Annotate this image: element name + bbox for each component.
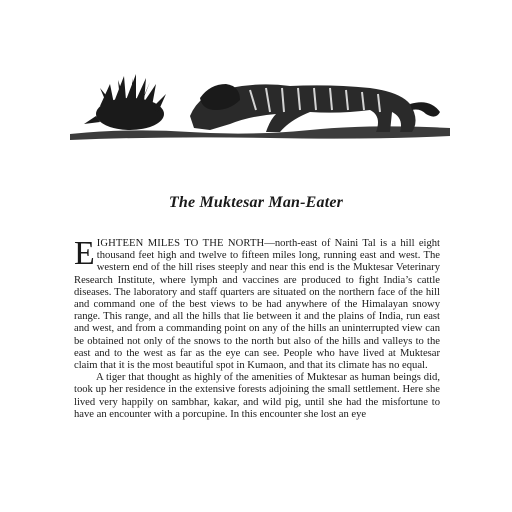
drop-cap: E — [74, 235, 95, 272]
paragraph-1-body: —north-east of Naini Tal is a hill eight thousand feet high and twelve to fifteen miles long, running east and west. The western end of the hill rises steeply and near this end is the Muktesar Veterinary Research Institute, where lymph and vaccines are produced to fight India’s cattle diseases. The laboratory and staff quarters are situated on the northern face of the hill and command one of the best views to be had anywhere of the Himalayan snowy range. This range, and all the hills that lie between it and the plains of India, run east and west, and from a commanding point on any of the hills an uninterrupted view can be obtained not only of the snows to the north but also of the hills and valleys to the east and to the west as far as the eye can see. People who have lived at Muktesar claim that it is the most beautiful spot in Kumaon, and that its climate has no equal. — [74, 238, 440, 372]
paragraph-lead: IGHTEEN MILES TO THE NORTH — [96, 238, 265, 249]
porcupine — [84, 74, 166, 130]
tiger-porcupine-illustration — [70, 54, 450, 154]
paragraph-2: A tiger that thought as highly of the amenities of Muktesar as human beings did, took up her residence in the extensive forests adjoining the small settlement. Here she lived very happily on sambhar, kakar, and wild pig, until she had the misfortune to have an encounter with a porcupine. In this encounter she lost an eye — [74, 372, 440, 420]
body-text — [74, 235, 440, 421]
paragraph-1 — [74, 235, 440, 372]
chapter-title: The Muktesar Man-Eater — [168, 194, 344, 211]
